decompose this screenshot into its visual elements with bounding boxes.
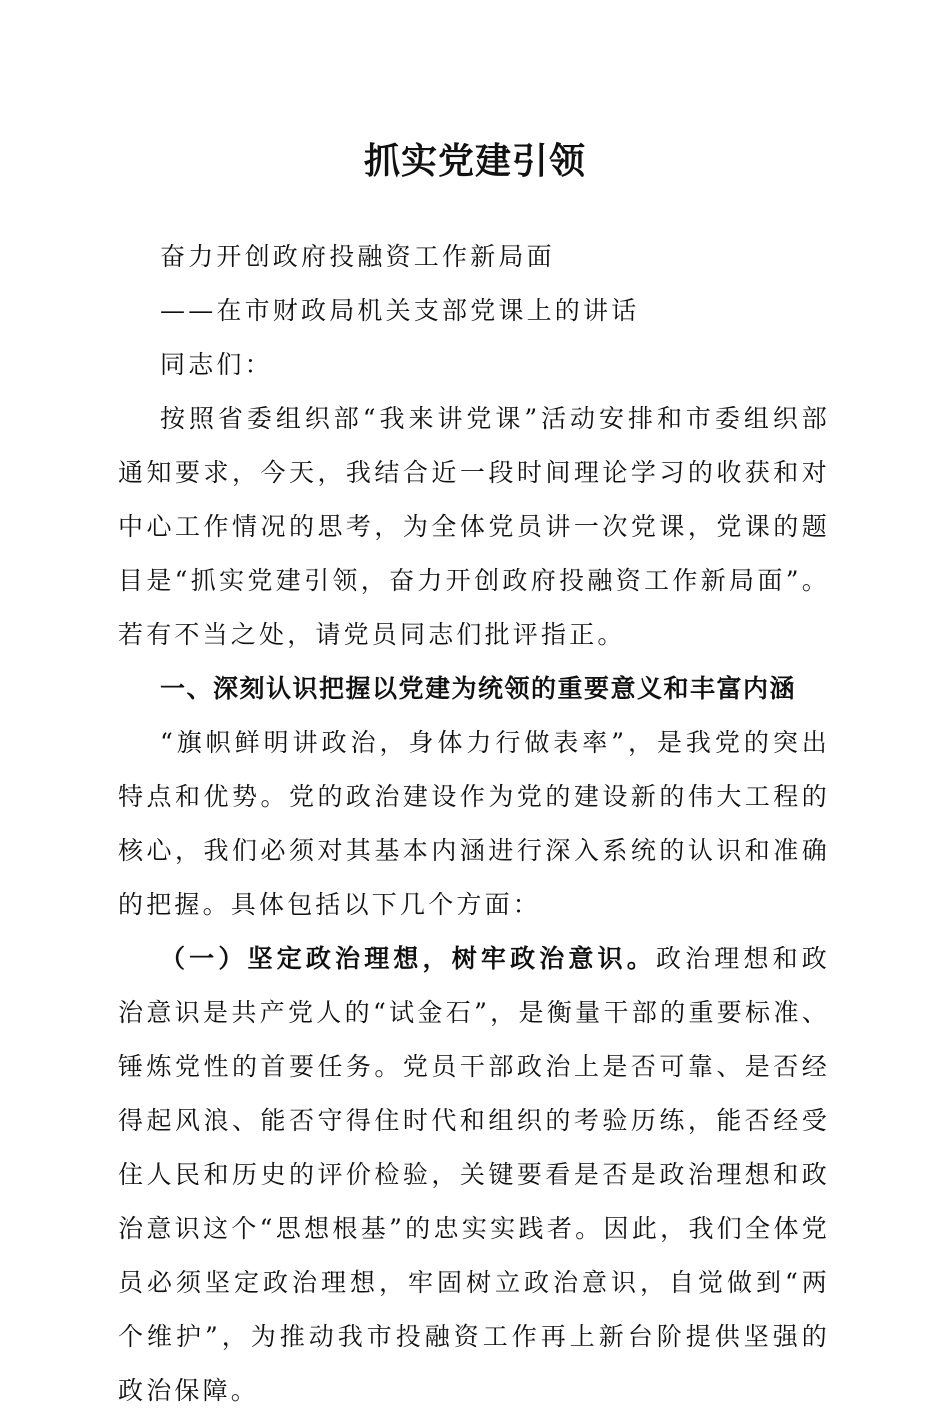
point-paragraph [118, 932, 830, 1418]
section-heading: 一、深刻认识把握以党建为统领的重要意义和丰富内涵 [160, 674, 797, 703]
document-body [118, 230, 830, 1418]
byline: ——在市财政局机关支部党课上的讲话 [160, 296, 640, 325]
salutation: 同志们： [160, 350, 273, 379]
intro-paragraph: 按照省委组织部“我来讲党课”活动安排和市委组织部通知要求，今天，我结合近一段时间理论学习的收获和对中心工作情况的思考，为全体党员讲一次党课，党课的题目是“抓实党建引领，奋力开创政府投融资工作新局面”。若有不当之处，请党员同志们批评指正。 [118, 404, 830, 649]
point-body: 政治理想和政治意识是共产党人的“试金石”，是衡量干部的重要标准、锤炼党性的首要任务。党员干部政治上是否可靠、是否经得起风浪、能否守得住时代和组织的考验历练，能否经受住人民和历史的评价检验，关键要看是否是政治理想和政治意识这个“思想根基”的忠实实践者。因此，我们全体党员必须坚定政治理想，牢固树立政治意识，自觉做到“两个维护”，为推动我市投融资工作再上新台阶提供坚强的政治保障。 [118, 944, 830, 1405]
point-lead: （一）坚定政治理想，树牢政治意识。 [160, 944, 656, 973]
subtitle: 奋力开创政府投融资工作新局面 [160, 242, 555, 271]
document-title: 抓实党建引领 [363, 140, 586, 182]
section-paragraph: “旗帜鲜明讲政治，身体力行做表率”，是我党的突出特点和优势。党的政治建设作为党的建设新的伟大工程的核心，我们必须对其基本内涵进行深入系统的认识和准确的把握。具体包括以下几个方面： [118, 728, 830, 919]
